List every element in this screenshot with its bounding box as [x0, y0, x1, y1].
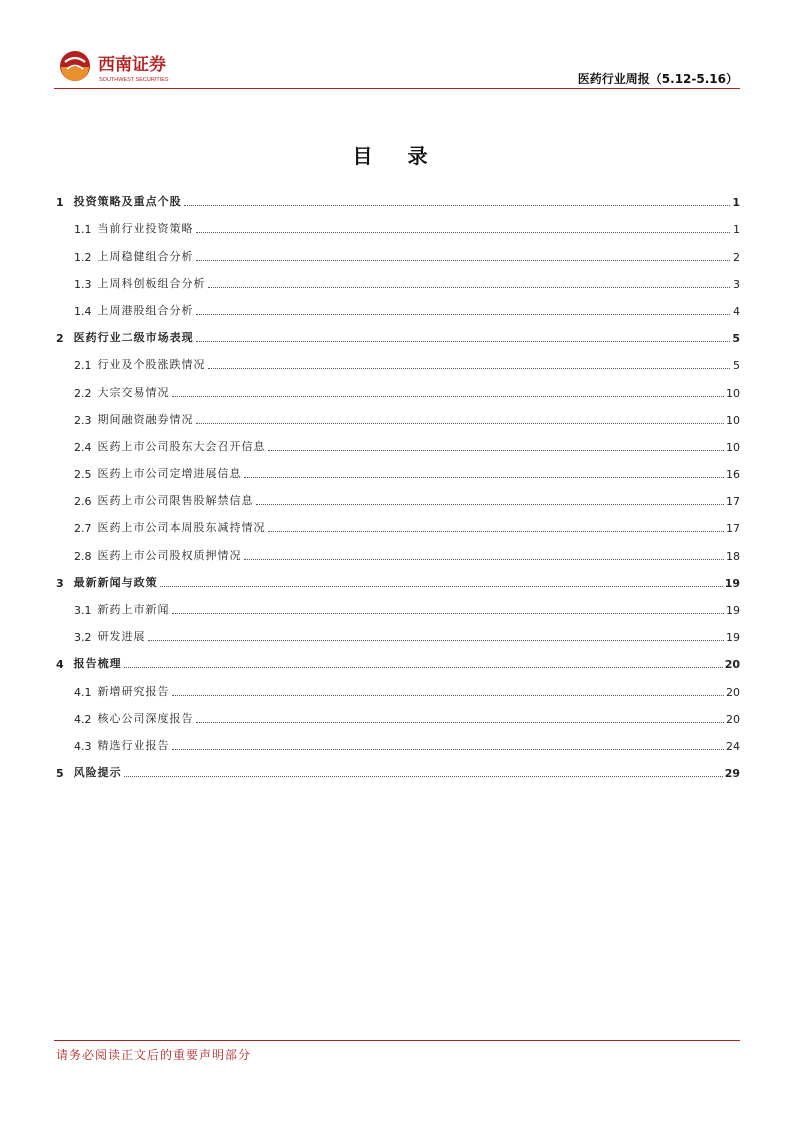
toc-subsection-entry[interactable] [56, 671, 740, 698]
toc-entry-number: 2 [56, 332, 64, 346]
toc-entry-page: 18 [726, 549, 740, 563]
logo-subtext: SOUTHWEST SECURITIES [99, 77, 169, 83]
toc-entry-page: 24 [726, 739, 740, 753]
toc-dot-leader [160, 586, 723, 587]
toc-entry-title: 医药上市公司股权质押情况 [97, 548, 242, 562]
toc-entry-title: 医药上市公司定增进展信息 [97, 467, 242, 481]
toc-entry-number: 4.3 [74, 739, 92, 753]
page-header [54, 40, 740, 88]
toc-dot-leader [208, 287, 731, 288]
toc-entry-page: 10 [726, 440, 740, 454]
toc-entry-page: 19 [726, 604, 740, 617]
toc-section-entry[interactable] [56, 318, 740, 345]
toc-entry-number: 4.1 [74, 685, 92, 699]
toc-entry-number: 1.4 [74, 304, 92, 318]
toc-section-entry[interactable] [56, 563, 740, 590]
toc-entry-title: 投资策略及重点个股 [73, 195, 182, 209]
toc-subsection-entry[interactable] [56, 590, 740, 617]
toc-entry-title: 核心公司深度报告 [97, 711, 194, 725]
toc-entry-page: 5 [733, 359, 740, 373]
toc-dot-leader [256, 504, 725, 505]
toc-heading: 目 录 [352, 144, 442, 168]
toc-entry-number: 2.2 [74, 386, 92, 400]
header-divider [54, 88, 740, 89]
toc-entry-page: 17 [726, 522, 740, 536]
toc-entry-title: 期间融资融券情况 [97, 412, 194, 426]
toc-entry-number: 4.2 [74, 712, 92, 726]
toc-entry-number: 2.1 [74, 359, 92, 373]
toc-subsection-entry[interactable] [56, 535, 740, 562]
toc-entry-page: 20 [726, 685, 740, 699]
toc-subsection-entry[interactable] [56, 726, 740, 753]
toc-entry-page: 17 [726, 495, 740, 509]
toc-section-entry[interactable] [56, 753, 740, 780]
toc-entry-number: 1.3 [74, 277, 92, 291]
toc-dot-leader [196, 232, 731, 233]
toc-dot-leader [244, 477, 725, 478]
toc-subsection-entry[interactable] [56, 699, 740, 726]
toc-dot-leader [196, 722, 725, 723]
toc-entry-number: 2.3 [74, 413, 92, 427]
toc-entry-title: 上周科创板组合分析 [97, 276, 206, 290]
toc-dot-leader [196, 260, 731, 261]
toc-entry-title: 新增研究报告 [97, 684, 170, 698]
toc-entry-page: 2 [733, 250, 740, 264]
toc-dot-leader [268, 450, 725, 451]
toc-subsection-entry[interactable] [56, 345, 740, 372]
toc-subsection-entry[interactable] [56, 372, 740, 399]
toc-subsection-entry[interactable] [56, 291, 740, 318]
toc-subsection-entry[interactable] [56, 427, 740, 454]
toc-entry-page: 29 [724, 767, 740, 781]
toc-entry-title: 行业及个股涨跌情况 [97, 358, 206, 372]
footer-notice: 请务必阅读正文后的重要声明部分 [56, 1048, 252, 1062]
toc-entry-number: 2.8 [74, 549, 92, 563]
toc-entry-number: 2.5 [74, 468, 92, 482]
toc-dot-leader [196, 423, 725, 424]
toc-dot-leader [244, 559, 725, 560]
toc-entry-title: 上周港股组合分析 [97, 303, 194, 317]
toc-entry-page: 5 [732, 332, 740, 346]
logo-text: 西南证券 [98, 55, 166, 75]
toc-entry-page: 16 [726, 468, 740, 482]
toc-entry-number: 3 [56, 576, 64, 590]
toc-entry-title: 大宗交易情况 [97, 385, 170, 399]
toc-entry-page: 4 [733, 304, 740, 318]
toc-entry-page: 1 [733, 223, 740, 237]
toc-subsection-entry[interactable] [56, 481, 740, 508]
toc-subsection-entry[interactable] [56, 209, 740, 236]
toc-dot-leader [172, 613, 725, 614]
toc-entry-number: 5 [56, 767, 64, 781]
toc-entry-number: 2.7 [74, 522, 92, 536]
toc-entry-number: 1 [56, 196, 64, 210]
toc-entry-number: 4 [56, 658, 64, 672]
toc-entry-title: 医药上市公司本周股东减持情况 [97, 521, 266, 535]
toc-entry-number: 1.1 [74, 223, 92, 237]
toc-entry-title: 新药上市新闻 [97, 603, 170, 616]
toc-dot-leader [268, 531, 725, 532]
toc-entry-title: 医药行业二级市场表现 [73, 331, 194, 345]
toc-subsection-entry[interactable] [56, 400, 740, 427]
toc-entry-number: 1.2 [74, 250, 92, 264]
toc-dot-leader [196, 341, 730, 342]
toc-entry-page: 20 [726, 712, 740, 726]
toc-entry-title: 当前行业投资策略 [97, 222, 194, 236]
table-of-contents [56, 182, 740, 780]
toc-dot-leader [172, 396, 725, 397]
company-logo-icon [58, 48, 208, 86]
toc-entry-page: 3 [733, 277, 740, 291]
toc-entry-page: 10 [726, 386, 740, 400]
footer-divider [54, 1040, 740, 1041]
toc-dot-leader [196, 314, 731, 315]
toc-section-entry[interactable] [56, 644, 740, 671]
toc-section-entry[interactable] [56, 182, 740, 209]
toc-entry-title: 报告梳理 [73, 657, 122, 671]
toc-entry-page: 19 [726, 631, 740, 645]
toc-entry-title: 研发进展 [97, 630, 146, 644]
toc-entry-title: 精选行业报告 [97, 738, 170, 752]
report-title: 医药行业周报（5.12-5.16） [577, 72, 738, 86]
toc-dot-leader [124, 776, 723, 777]
toc-entry-number: 3.2 [74, 631, 92, 645]
toc-subsection-entry[interactable] [56, 454, 740, 481]
toc-entry-page: 20 [724, 658, 740, 672]
toc-entry-page: 19 [724, 576, 740, 590]
toc-dot-leader [172, 749, 725, 750]
toc-dot-leader [172, 695, 725, 696]
toc-entry-title: 上周稳健组合分析 [97, 249, 194, 263]
toc-entry-number: 2.4 [74, 440, 92, 454]
company-logo [58, 48, 208, 86]
toc-subsection-entry[interactable] [56, 617, 740, 644]
toc-entry-page: 1 [732, 196, 740, 210]
toc-entry-title: 医药上市公司股东大会召开信息 [97, 439, 266, 453]
toc-entry-page: 10 [726, 413, 740, 427]
toc-subsection-entry[interactable] [56, 264, 740, 291]
toc-entry-number: 2.6 [74, 495, 92, 509]
toc-dot-leader [184, 205, 730, 206]
toc-entry-title: 最新新闻与政策 [73, 575, 158, 589]
toc-dot-leader [208, 368, 731, 369]
toc-entry-title: 风险提示 [73, 766, 122, 780]
toc-entry-number: 3.1 [74, 604, 92, 617]
toc-dot-leader [148, 640, 725, 641]
toc-subsection-entry[interactable] [56, 508, 740, 535]
toc-subsection-entry[interactable] [56, 236, 740, 263]
toc-dot-leader [124, 667, 723, 668]
toc-entry-title: 医药上市公司限售股解禁信息 [97, 494, 254, 508]
